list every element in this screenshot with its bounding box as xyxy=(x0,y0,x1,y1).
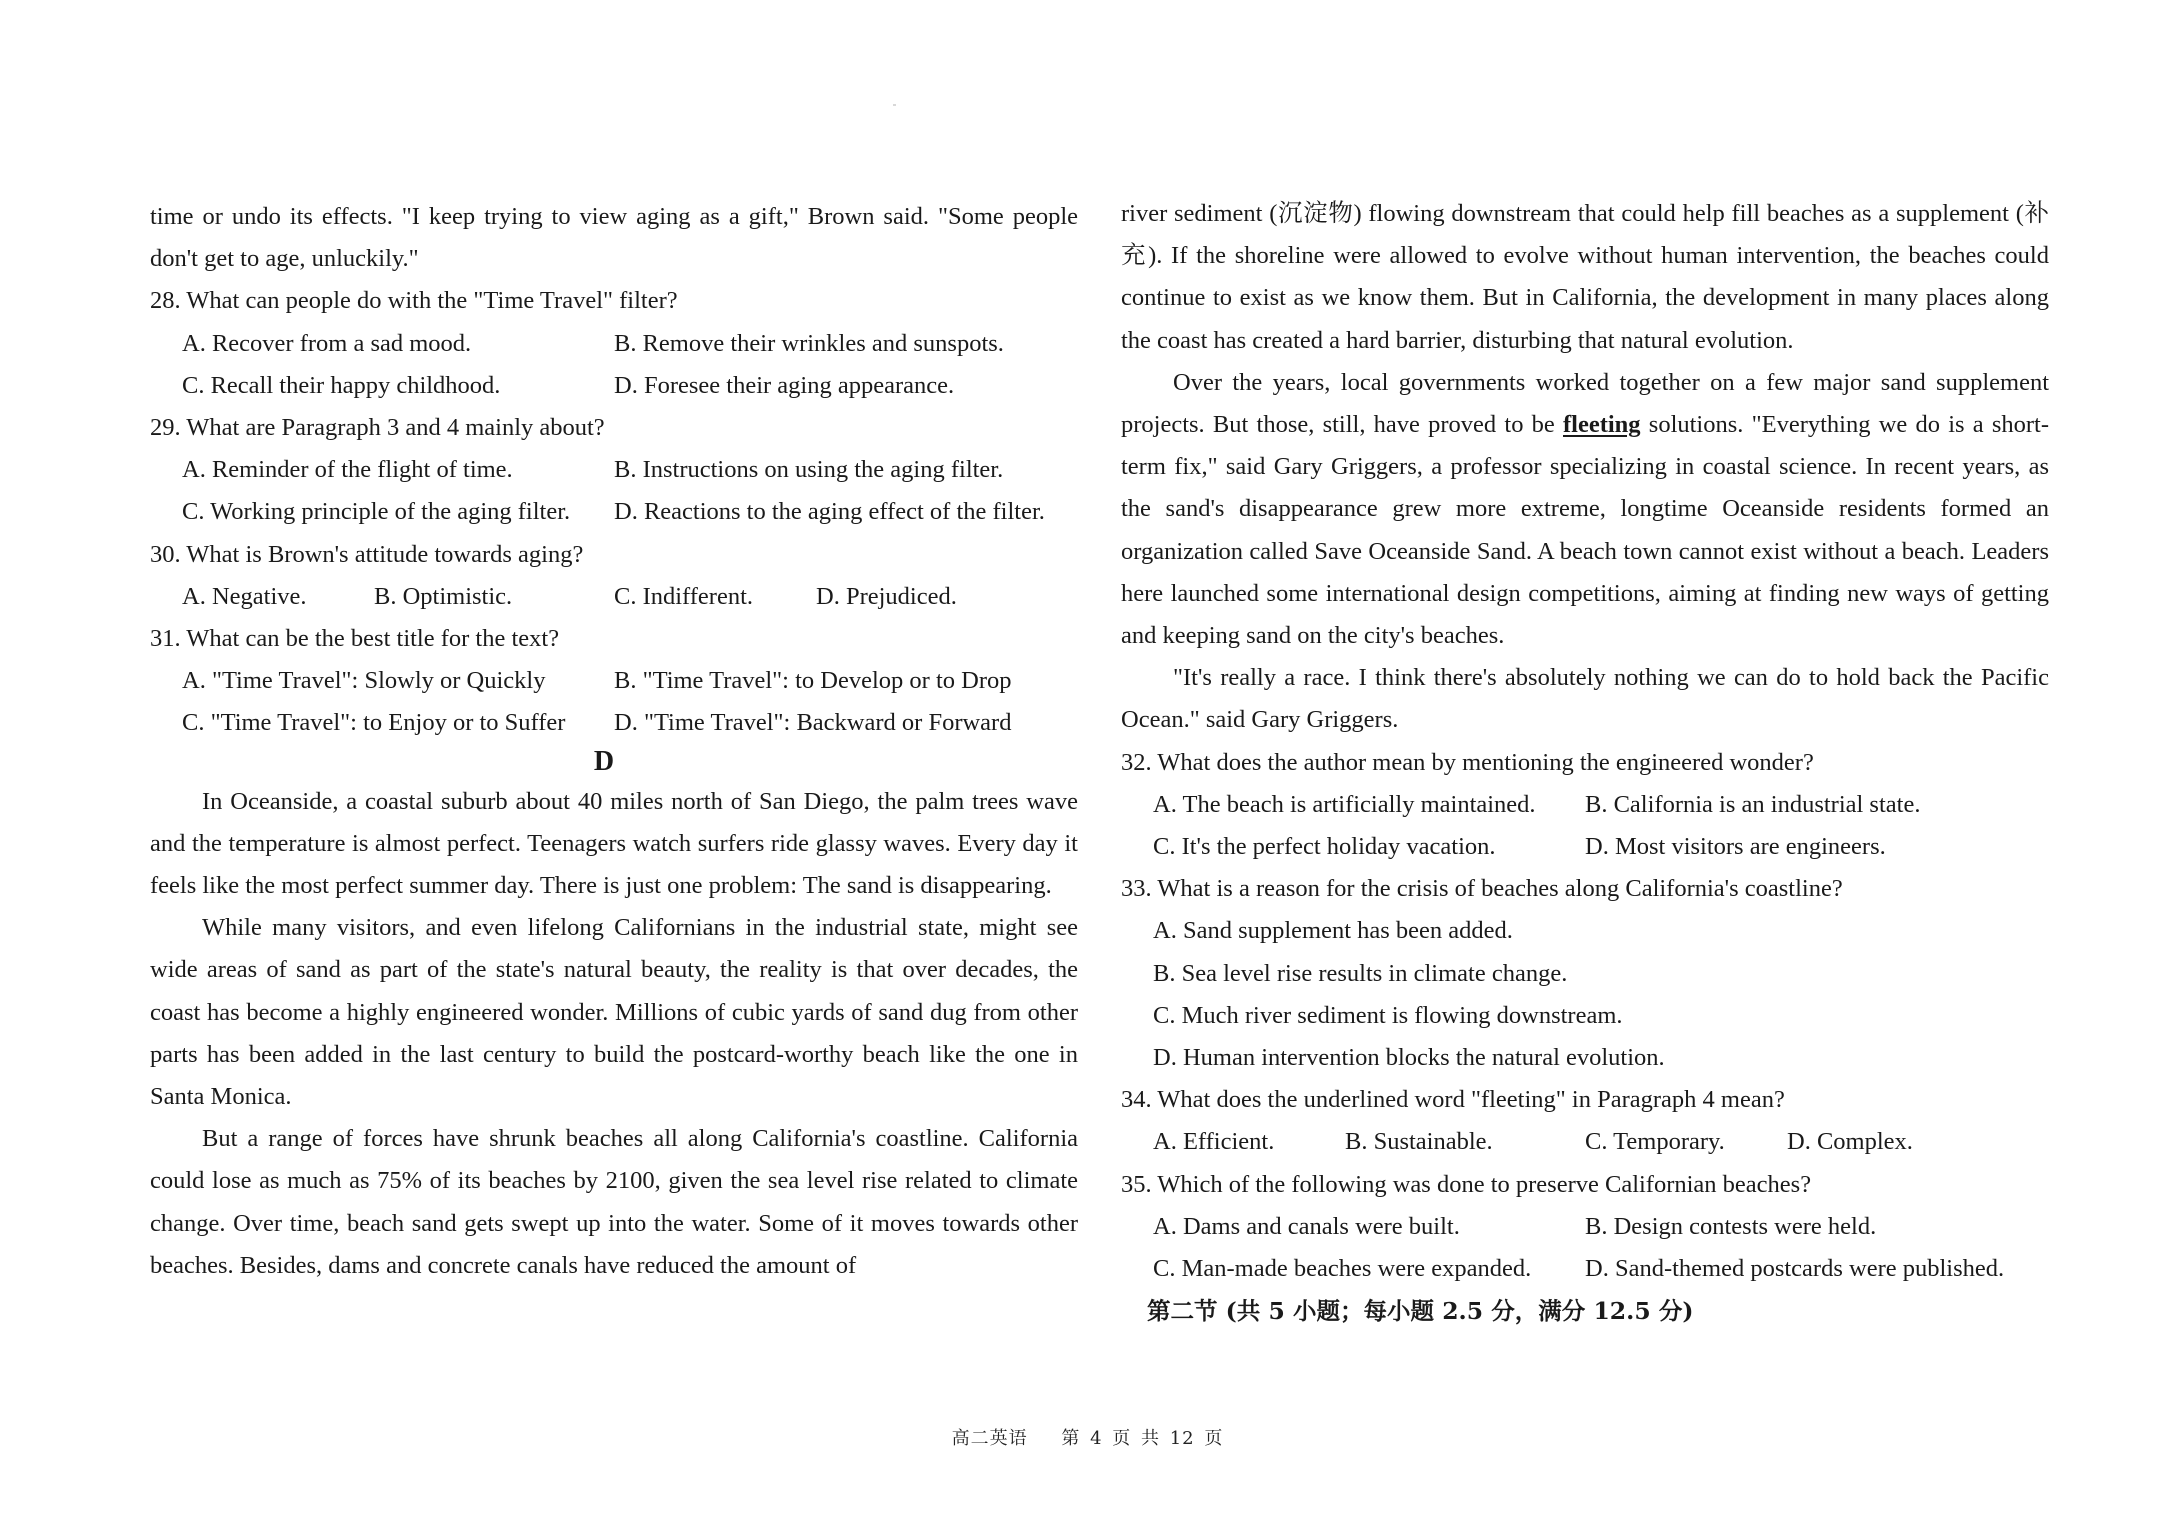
question-34-stem: 34. What does the underlined word "fleeting" in Paragraph 4 mean? xyxy=(1121,1086,1785,1114)
part-2-heading: 第二节 (共 5 小题；每小题 2.5 分，满分 12.5 分) xyxy=(1147,1297,1694,1326)
q30-option-d: D. Prejudiced. xyxy=(816,582,957,610)
passage-d-paragraph-5: "It's really a race. I think there's absolutely nothing we can do to hold back the Pacific Ocean." said Gary Griggers. xyxy=(1121,664,2049,734)
q34-option-c: C. Temporary. xyxy=(1585,1128,1725,1156)
q33-option-d: D. Human intervention blocks the natural evolution. xyxy=(1153,1044,1665,1072)
q31-option-a: A. "Time Travel": Slowly or Quickly xyxy=(182,667,546,695)
passage-c-ending: time or undo its effects. "I keep trying to view aging as a gift," Brown said. "Some people don't get to age, unluckily." xyxy=(150,203,1078,273)
q30-option-c: C. Indifferent. xyxy=(614,582,754,610)
q35-option-d: D. Sand-themed postcards were published. xyxy=(1585,1255,2005,1283)
q28-option-d: D. Foresee their aging appearance. xyxy=(614,371,955,399)
q34-option-b: B. Sustainable. xyxy=(1345,1128,1493,1156)
passage-d-paragraph-2: While many visitors, and even lifelong Californians in the industrial state, might see wide areas of sand as part of the state's natural beauty, the reality is that over decades, the coast has become a highly engineered wonder. Millions of cubic yards of sand dug from other parts has been added in the last century to build the postcard-worthy beach like the one in Santa Monica. xyxy=(150,914,1078,1111)
q33-option-c: C. Much river sediment is flowing downstream. xyxy=(1153,1001,1623,1029)
scan-speck xyxy=(893,104,896,106)
page-footer xyxy=(0,1424,2175,1450)
question-28-options xyxy=(150,323,1078,407)
passage-d-paragraph-3-cont: river sediment (沉淀物) flowing downstream that could help fill beaches as a supplement (补充). If the shoreline were allowed to evolve without human intervention, the beaches could continue to exist as we know them. But in California, the development in many places along the coast has created a hard barrier, disturbing that natural evolution. xyxy=(1121,200,2049,354)
q28-option-a: A. Recover from a sad mood. xyxy=(182,329,472,357)
underlined-word-fleeting: fleeting xyxy=(1563,411,1641,439)
q32-option-c: C. It's the perfect holiday vacation. xyxy=(1153,833,1496,861)
q29-option-b: B. Instructions on using the aging filter. xyxy=(614,456,1004,484)
question-33-stem: 33. What is a reason for the crisis of beaches along California's coastline? xyxy=(1121,875,1843,903)
question-28-stem: 28. What can people do with the "Time Travel" filter? xyxy=(150,287,678,315)
q32-option-d: D. Most visitors are engineers. xyxy=(1585,833,1886,861)
question-32-stem: 32. What does the author mean by mentioning the engineered wonder? xyxy=(1121,748,1814,776)
q31-option-c: C. "Time Travel": to Enjoy or to Suffer xyxy=(182,709,566,737)
q29-option-c: C. Working principle of the aging filter. xyxy=(182,498,571,526)
q33-option-a: A. Sand supplement has been added. xyxy=(1153,917,1513,945)
paragraph-4-text-before: Over the years, local governments worked together on a few major sand supplement projects. But those, still, have proved to be xyxy=(1121,368,2049,439)
question-30-options xyxy=(150,576,1078,618)
question-35-stem: 35. Which of the following was done to preserve Californian beaches? xyxy=(1121,1170,1812,1198)
q34-option-a: A. Efficient. xyxy=(1153,1128,1275,1156)
right-column xyxy=(1121,193,2049,1332)
q33-option-b: B. Sea level rise results in climate change. xyxy=(1153,959,1568,987)
q28-option-c: C. Recall their happy childhood. xyxy=(182,371,501,399)
q32-option-b: B. California is an industrial state. xyxy=(1585,790,1921,818)
paragraph-4-text-after: solutions. "Everything we do is a short-term fix," said Gary Griggers, a professor specializing in coastal science. In recent years, as the sand's disappearance grew more extreme, longtime Oceanside residents formed an organization called Save Oceanside Sand. A beach town cannot exist without a beach. Leaders here launched some international design competitions, aiming at finding new ways of getting and keeping sand on the city's beaches. xyxy=(1121,411,2049,650)
passage-d-paragraph-1: In Oceanside, a coastal suburb about 40 miles north of San Diego, the palm trees wave and the temperature is almost perfect. Teenagers watch surfers ride glassy waves. Every day it feels like the most perfect summer day. There is just one problem: The sand is disappearing. xyxy=(150,787,1078,900)
question-34-options xyxy=(1121,1121,2049,1163)
passage-d-paragraph-3: But a range of forces have shrunk beaches all along California's coastline. California could lose as much as 75% of its beaches by 2100, given the sea level rise related to climate change. Over time, beach sand gets swept up into the water. Some of it moves towards other beaches. Besides, dams and concrete canals have reduced the amount of xyxy=(150,1125,1078,1279)
q35-option-b: B. Design contests were held. xyxy=(1585,1212,1877,1240)
footer-page-number: 第 4 页 共 12 页 xyxy=(1061,1428,1224,1449)
q31-option-b: B. "Time Travel": to Develop or to Drop xyxy=(614,667,1012,695)
q32-option-a: A. The beach is artificially maintained. xyxy=(1153,790,1536,818)
question-30-stem: 30. What is Brown's attitude towards aging? xyxy=(150,540,584,568)
question-31-stem: 31. What can be the best title for the text? xyxy=(150,625,560,653)
q35-option-a: A. Dams and canals were built. xyxy=(1153,1212,1460,1240)
q30-option-b: B. Optimistic. xyxy=(374,582,513,610)
footer-subject: 高二英语 xyxy=(951,1428,1028,1449)
question-32-options xyxy=(1121,784,2049,868)
q30-option-a: A. Negative. xyxy=(182,582,307,610)
q28-option-b: B. Remove their wrinkles and sunspots. xyxy=(614,329,1004,357)
question-35-options xyxy=(1121,1206,2049,1290)
passage-d-paragraph-4 xyxy=(1121,362,2049,657)
q29-option-d: D. Reactions to the aging effect of the filter. xyxy=(614,498,1045,526)
q35-option-c: C. Man-made beaches were expanded. xyxy=(1153,1255,1532,1283)
question-29-stem: 29. What are Paragraph 3 and 4 mainly about? xyxy=(150,414,605,442)
q31-option-d: D. "Time Travel": Backward or Forward xyxy=(614,709,1012,737)
q34-option-d: D. Complex. xyxy=(1787,1128,1913,1156)
section-d-heading: D xyxy=(593,745,615,777)
question-29-options xyxy=(150,449,1078,533)
question-31-options xyxy=(150,660,1078,744)
q29-option-a: A. Reminder of the flight of time. xyxy=(182,456,513,484)
left-column xyxy=(150,196,1078,1287)
question-33-options xyxy=(1121,910,2049,1079)
